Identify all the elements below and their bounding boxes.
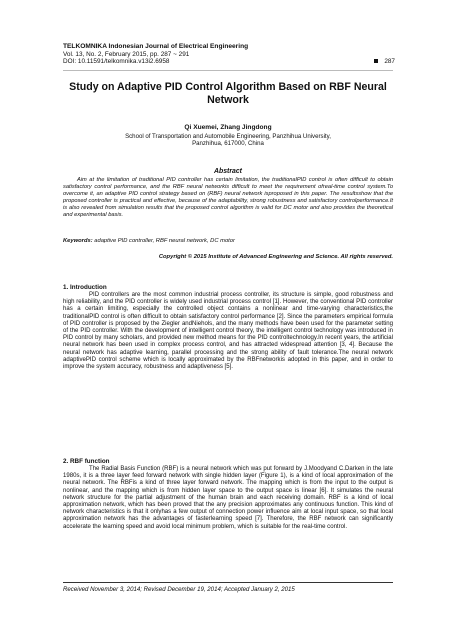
header-divider [63,70,393,71]
paper-authors: Qi Xuemei, Zhang Jingdong [184,124,272,131]
section-text-rbf-function: The Radial Basis Function (RBF) is a neural network which was put forward by J.Moodyand C.Darken in the late 1980s, it is a three layer feed forward network with single hidden layer (Figure 1), is a kind of local approximation of the neural network. The RBFis a kind of three layer forward network. The mapping which is from the input to the output is nonlinear, and the mapping which is from hidden layer space to the output space is linear [6]. It simulates the neural network structure for the partial adjustment of the human brain and each receiving domain. RBF is a kind of local approximation network, which has been proved that the any precision approximates any continuous function. This kind of network characteristics is that it onlyhas a few output of connection power influence aim at local input space, so that local approximation network has the advantages of fasterlearning speed [7]. Therefore, the RBF network can significantly accelerate the learning speed and avoid local minimum problem, which is suitable for the real-time control. [63,466,393,530]
abstract-text: Aim at the limitation of traditional PID controller has certain limitation, the traditionalPID control is often difficult to obtain satisfactory control performance, and the RBF neural networkis difficult to meet the requirement ofreal-time control system.To overcome it, an adaptive PID control strategy based on (RBF) neural network isproposed in this paper. The resultsshow that the proposed controller is practical and effective, because of the adaptability, strong robustness and satisfactory controlperformance.It is also revealed from simulation results that the proposed control algorithm is valid for DC motor and also provides the theoretical and experimental basis. [63,177,393,219]
abstract-heading: Abstract [214,168,242,175]
page-number: 287 [384,58,395,65]
journal-header [63,43,393,66]
footer-divider [63,582,393,583]
affiliation-line-1: School of Transportation and Automobile Engineering, Panzhihua University, [125,133,331,140]
journal-name: TELKOMNIKA Indonesian Journal of Electrical Engineering [63,43,249,50]
copyright-notice: Copyright © 2015 Institute of Advanced Engineering and Science. All rights reserved. [158,254,393,260]
affiliation-line-2: Panzhihua, 617000, China [192,140,264,148]
author-affiliation [63,133,393,147]
section-heading-rbf-function: 2. RBF function [63,458,110,465]
keywords-label: Keywords: [63,238,93,244]
section-text-introduction: PID controllers are the most common industrial process controller, its structure is simple, good robustness and high reliability, and the PID controller is widely used industrial process control [1]. However, the conventional PID controller has a certain limiting, especially the controlled object contains a nonlinear and time-varying characteristics,the traditionalPID control is often difficult to obtain satisfactory control performance [2]. Since the parameters empirical formula of PID controller is proposed by the Ziegler andNiehols, and the many methods have been used for the parameter setting of the PID controller. With the development of intelligent control theory, the intelligent control technology was introduced in PID control by many scholars, and provided new method means for the PID controltechnology.In recent years, the artificial neural network has been used in complex process control, and has attracted widespread attention [3, 4]. Because the neural network has adaptive learning, parallel processing and the strong ability of fault tolerance.The neural network adaptivePID control scheme which is locally approximated by the RBFnetworkis adopted in this paper, and in order to improve the system accuracy, robustness and adaptiveness [5]. [63,292,393,371]
section-heading-introduction: 1. Introduction [63,284,107,291]
page-number-block [374,58,395,66]
journal-volume: Vol. 13, No. 2, February 2015, pp. 287 ~ 291 [63,50,190,58]
square-bullet-icon [374,59,378,63]
journal-doi: DOI: 10.11591/telkomnika.v13i2.6958 [63,58,170,66]
keywords [63,238,393,244]
received-dates: Received November 3, 2014; Revised December 19, 2014; Accepted January 2, 2015 [63,586,295,593]
keywords-text: adaptive PID controller, RBF neural network, DC motor [92,238,235,244]
paper-title: Study on Adaptive PID Control Algorithm Based on RBF Neural Network [69,81,387,107]
